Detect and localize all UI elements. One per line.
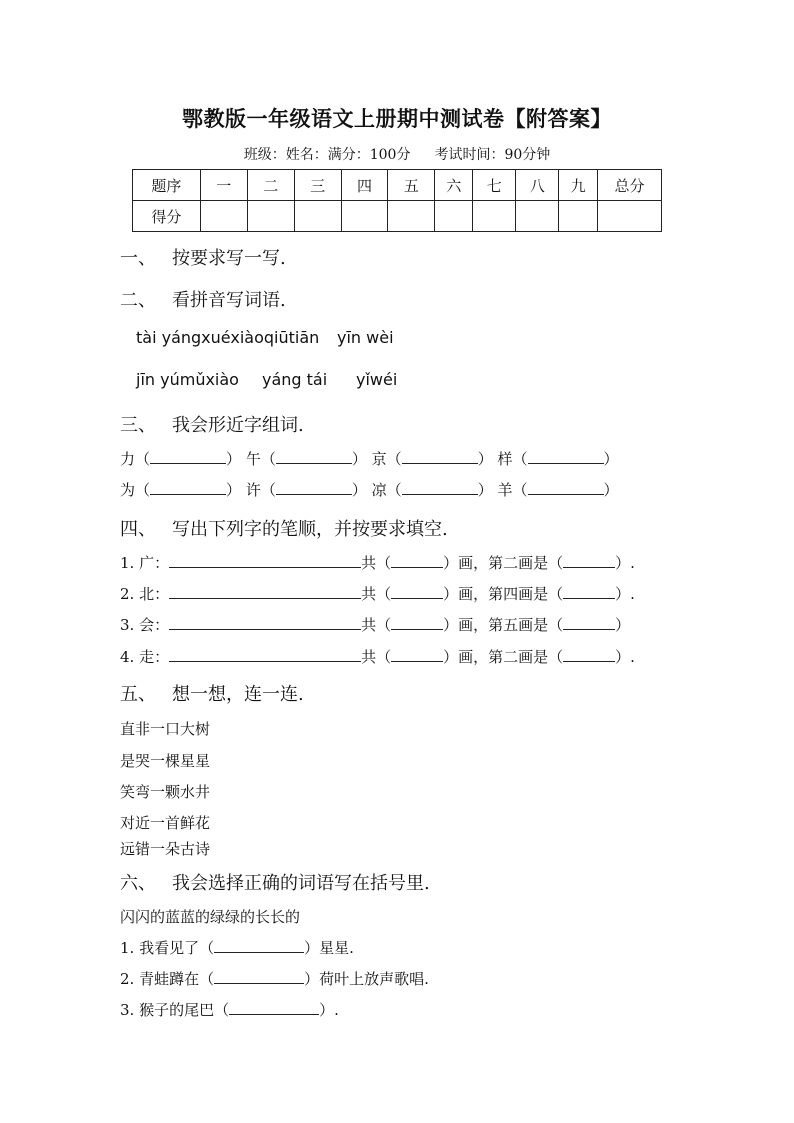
score-cell[interactable] [598,201,662,232]
section-3-heading [120,411,304,437]
section-number: 一、 [120,248,156,269]
char: 样 [497,450,513,468]
exam-info [0,144,794,164]
section-4-heading [120,515,448,541]
pinyin-item: tài yángxuéxiàoqiūtiān [136,328,320,347]
score-row-label: 得分 [133,201,201,232]
header-cell: 三 [294,170,341,201]
connect-line: 直非一口大树 [120,720,211,738]
stroke-count-blank[interactable] [391,649,443,662]
connect-line: 对近一首鲜花 [120,814,211,832]
section-title: 我会选择正确的词语写在括号里. [172,873,430,894]
score-cell[interactable] [341,201,388,232]
choose-item-3: 3. 猴子的尾巴（ ）. [120,1001,339,1019]
pinyin-item: yáng tái [262,370,328,389]
header-cell: 题序 [133,170,201,201]
answer-blank[interactable] [150,451,226,464]
section-6-heading [120,869,430,895]
answer-blank[interactable] [214,971,304,984]
header-cell: 二 [247,170,294,201]
char: 羊 [497,481,513,499]
stroke-name-blank[interactable] [563,649,615,662]
pinyin-item: jīn yúmǔxiào [136,370,239,389]
answer-blank[interactable] [276,482,352,495]
header-cell: 五 [388,170,435,201]
header-cell: 一 [200,170,247,201]
section-number: 三、 [120,415,156,436]
pinyin-item: yīn wèi [337,328,394,347]
char: 凉 [371,481,387,499]
header-cell: 八 [516,170,559,201]
section-title: 按要求写一写. [172,248,286,269]
pinyin-item: yǐwéi [356,370,398,389]
stroke-count-blank[interactable] [391,586,443,599]
score-table [132,169,662,232]
connect-line: 远错一朵古诗 [120,840,211,858]
answer-blank[interactable] [528,482,604,495]
char: 许 [245,481,261,499]
score-table-score-row [133,201,662,232]
stroke-count-blank[interactable] [391,555,443,568]
stroke-item-2: 2. 北： 共（ ）画，第四画是（ ）. [120,585,635,603]
header-cell: 七 [473,170,516,201]
stroke-name-blank[interactable] [563,617,615,630]
score-cell[interactable] [247,201,294,232]
stroke-order-blank[interactable] [169,649,361,662]
connect-line: 是哭一棵星星 [120,752,211,770]
answer-blank[interactable] [528,451,604,464]
score-cell[interactable] [200,201,247,232]
stroke-order-blank[interactable] [169,586,361,599]
similar-chars-row-1: 力（ ） 午（ ） 京（ ） 样（ ） [120,450,619,468]
answer-blank[interactable] [229,1002,319,1015]
page-title: 鄂教版一年级语文上册期中测试卷【附答案】 [182,106,612,131]
score-cell[interactable] [473,201,516,232]
section-number: 二、 [120,290,156,311]
score-cell[interactable] [559,201,598,232]
score-cell[interactable] [435,201,473,232]
section-5-heading [120,680,304,706]
char: 京 [371,450,387,468]
section-number: 六、 [120,873,156,894]
exam-time-label: 考试时间：90分钟 [434,147,551,163]
stroke-item-4: 4. 走： 共（ ）画，第二画是（ ）. [120,648,635,666]
connect-line: 笑弯一颗水井 [120,783,211,801]
similar-chars-row-2: 为（ ） 许（ ） 凉（ ） 羊（ ） [120,481,619,499]
answer-blank[interactable] [402,451,478,464]
stroke-order-blank[interactable] [169,617,361,630]
header-cell: 四 [341,170,388,201]
answer-blank[interactable] [276,451,352,464]
choose-item-2: 2. 青蛙蹲在（ ）荷叶上放声歌唱. [120,970,429,988]
stroke-item-1: 1. 广： 共（ ）画，第二画是（ ）. [120,554,635,572]
choose-item-1: 1. 我看见了（ ）星星. [120,939,354,957]
score-table-header-row [133,170,662,201]
section-number: 四、 [120,519,156,540]
answer-blank[interactable] [402,482,478,495]
section-title: 看拼音写词语. [172,290,286,311]
header-cell: 总分 [598,170,662,201]
answer-blank[interactable] [214,940,304,953]
section-title: 写出下列字的笔顺，并按要求填空. [172,519,448,540]
section-title: 想一想，连一连. [172,684,304,705]
score-cell[interactable] [516,201,559,232]
score-cell[interactable] [388,201,435,232]
header-cell: 六 [435,170,473,201]
char: 力 [120,450,136,468]
section-2-heading [120,286,286,312]
char: 午 [245,450,261,468]
score-cell[interactable] [294,201,341,232]
stroke-name-blank[interactable] [563,586,615,599]
stroke-count-blank[interactable] [391,617,443,630]
char: 为 [120,481,136,499]
stroke-order-blank[interactable] [169,555,361,568]
answer-blank[interactable] [150,482,226,495]
section-title: 我会形近字组词. [172,415,304,436]
header-cell: 九 [559,170,598,201]
class-name-score-label: 班级：姓名：满分：100分 [243,147,411,163]
section-1-heading [120,244,286,270]
stroke-name-blank[interactable] [563,555,615,568]
stroke-item-3: 3. 会： 共（ ）画，第五画是（ ） [120,616,631,634]
word-choices: 闪闪的蓝蓝的绿绿的长长的 [120,908,301,926]
section-number: 五、 [120,684,156,705]
